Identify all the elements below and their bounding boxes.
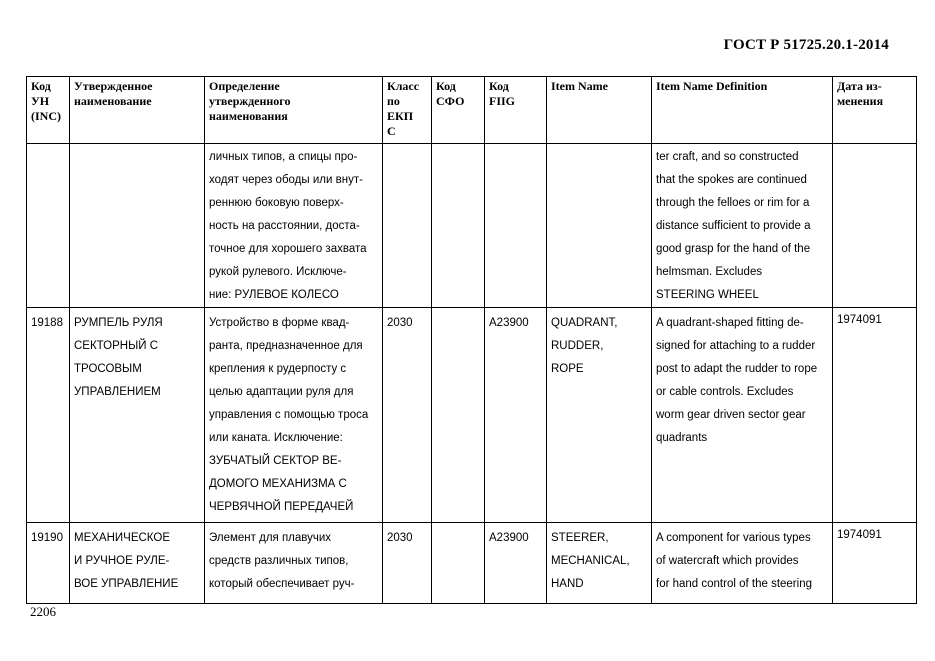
table-row [27, 144, 917, 308]
cell-item-name-definition: A component for various types of watercraft which provides for hand control of the steering [652, 523, 833, 604]
cell-sfo-code [432, 523, 485, 604]
cell-inc: 19188 [27, 308, 70, 523]
cell-change-date: 1974091 [833, 523, 917, 604]
cell-definition: Устройство в форме квад- ранта, предназначенное для крепления к рудерпосту с целью адаптации руля для управления с помощью троса или каната. Исключение: ЗУБЧАТЫЙ СЕКТОР ВЕ- ДОМОГО МЕХАНИЗМА С ЧЕРВЯЧНОЙ ПЕРЕДАЧЕЙ [205, 308, 383, 523]
cell-change-date [833, 144, 917, 308]
cell-sfo-code [432, 308, 485, 523]
cell-sfo-code [432, 144, 485, 308]
cell-definition: Элемент для плавучих средств различных типов, который обеспечивает руч- [205, 523, 383, 604]
col-header-ekps-class: Класс по ЕКП С [383, 77, 432, 144]
col-header-item-name-definition: Item Name Definition [652, 77, 833, 144]
cell-approved-name: МЕХАНИЧЕСКОЕ И РУЧНОЕ РУЛЕ- ВОЕ УПРАВЛЕНИЕ [70, 523, 205, 604]
cell-ekps-class: 2030 [383, 523, 432, 604]
col-header-item-name: Item Name [547, 77, 652, 144]
cell-item-name-definition: ter craft, and so constructed that the spokes are continued through the felloes or rim for a distance sufficient to provide a good grasp for the hand of the helmsman. Excludes STEERING WHEEL [652, 144, 833, 308]
cell-inc [27, 144, 70, 308]
col-header-definition: Определение утвержденного наименования [205, 77, 383, 144]
page-number: 2206 [30, 604, 56, 619]
table-row [27, 523, 917, 604]
cell-change-date: 1974091 [833, 308, 917, 523]
col-header-approved-name: Утвержденное наименование [70, 77, 205, 144]
cell-approved-name: РУМПЕЛЬ РУЛЯ СЕКТОРНЫЙ С ТРОСОВЫМ УПРАВЛЕНИЕМ [70, 308, 205, 523]
cell-definition: личных типов, а спицы про- ходят через ободы или внут- реннюю боковую поверх- ность на расстоянии, доста- точное для хорошего захвата рукой рулевого. Исключе- ние: РУЛЕВОЕ КОЛЕСО [205, 144, 383, 308]
col-header-change-date: Дата из- менения [833, 77, 917, 144]
document-header: ГОСТ Р 51725.20.1-2014 [723, 37, 889, 53]
col-header-sfo-code: Код СФО [432, 77, 485, 144]
col-header-fiig-code: Код FIIG [485, 77, 547, 144]
cell-fiig-code [485, 144, 547, 308]
cell-approved-name [70, 144, 205, 308]
cell-item-name: STEERER, MECHANICAL, HAND [547, 523, 652, 604]
cell-fiig-code: A23900 [485, 523, 547, 604]
cell-inc: 19190 [27, 523, 70, 604]
table-row [27, 308, 917, 523]
cell-item-name [547, 144, 652, 308]
cell-fiig-code: A23900 [485, 308, 547, 523]
nomenclature-table [26, 76, 917, 604]
table-header-row [27, 77, 917, 144]
col-header-inc: Код УН (INC) [27, 77, 70, 144]
cell-ekps-class [383, 144, 432, 308]
cell-item-name-definition: A quadrant-shaped fitting de- signed for attaching to a rudder post to adapt the rudder to rope or cable controls. Excludes worm gear driven sector gear quadrants [652, 308, 833, 523]
cell-ekps-class: 2030 [383, 308, 432, 523]
cell-item-name: QUADRANT, RUDDER, ROPE [547, 308, 652, 523]
